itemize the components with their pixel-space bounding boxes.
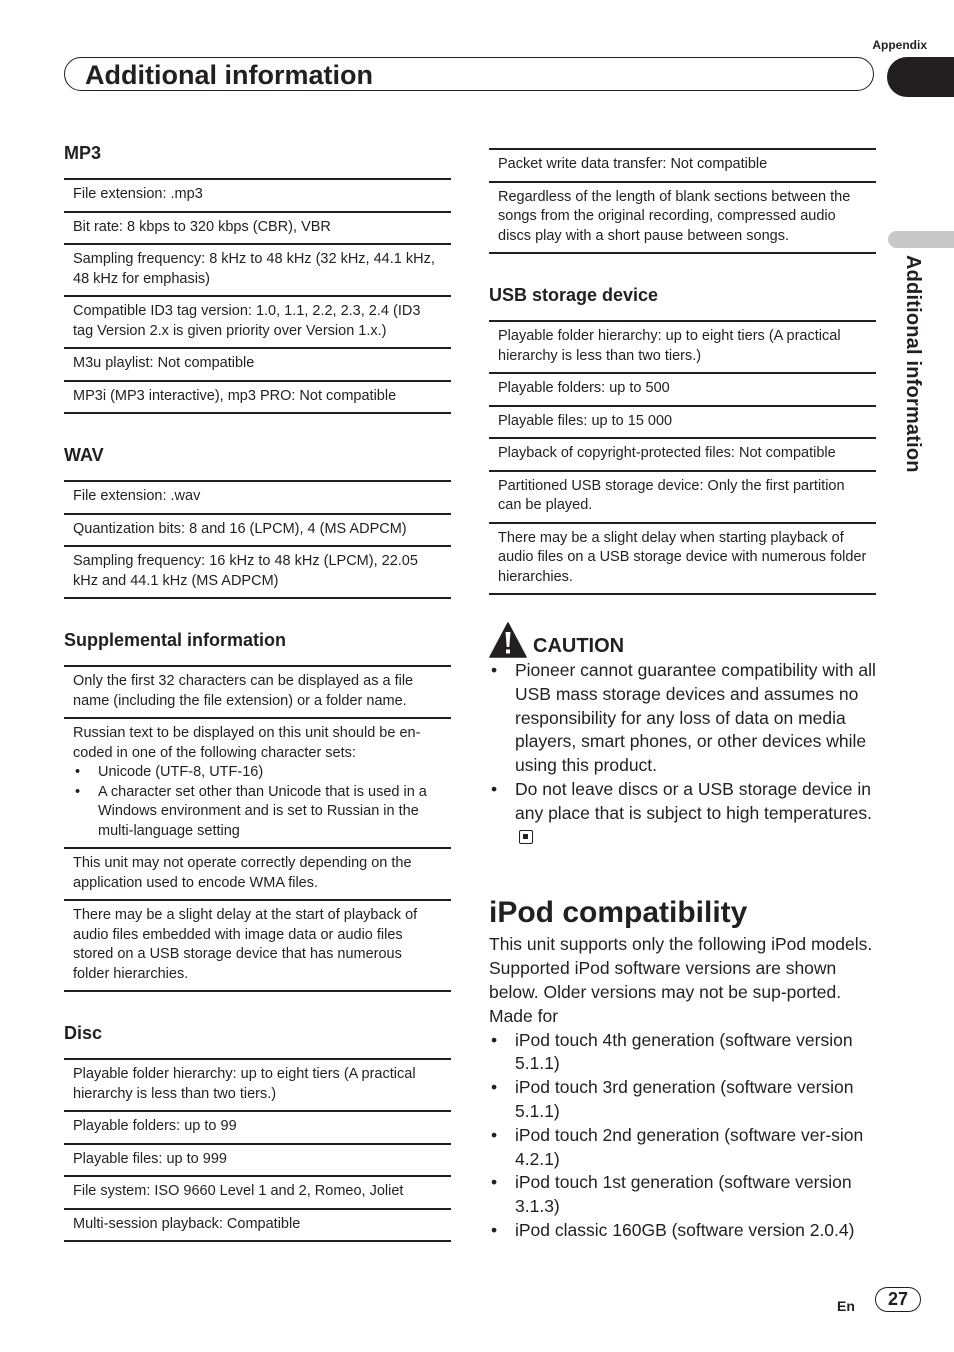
list-item: • Unicode (UTF-8, UTF-16) [73, 763, 442, 783]
warning-icon [489, 622, 527, 658]
section-header [64, 57, 874, 91]
table-row: File system: ISO 9660 Level 1 and 2, Romeo, Joliet [64, 1175, 451, 1208]
table-row: File extension: .mp3 [64, 178, 451, 211]
table-row: Playback of copyright-protected files: Not compatible [489, 437, 876, 470]
table-row: Playable folders: up to 500 [489, 372, 876, 405]
row-intro: Russian text to be displayed on this unit should be en-coded in one of the following character sets: [73, 725, 421, 761]
table-row: Bit rate: 8 kbps to 320 kbps (CBR), VBR [64, 211, 451, 244]
made-for-label: Made for [489, 1005, 559, 1026]
charset-list [73, 763, 442, 841]
ipod-heading: iPod compatibility [489, 896, 748, 930]
left-column [64, 142, 451, 1242]
caution-list [489, 659, 876, 849]
mp3-table [64, 178, 451, 414]
table-row: Playable folders: up to 99 [64, 1110, 451, 1143]
table-row: Quantization bits: 8 and 16 (LPCM), 4 (MS ADPCM) [64, 513, 451, 546]
right-column [489, 148, 876, 1243]
wav-heading: WAV [64, 445, 104, 465]
mp3-heading: MP3 [64, 143, 102, 163]
table-row: Playable files: up to 15 000 [489, 405, 876, 438]
table-row [64, 717, 451, 847]
table-row: There may be a slight delay when starting playback of audio files on a USB storage device with numerous folder hierarchies. [489, 522, 876, 596]
table-row: Multi-session playback: Compatible [64, 1208, 451, 1243]
table-row: This unit may not operate correctly depending on the application used to encode WMA files. [64, 847, 451, 899]
table-row: M3u playlist: Not compatible [64, 347, 451, 380]
list-item: • iPod touch 2nd generation (software ver-sion 4.2.1) [489, 1124, 876, 1172]
table-row: Playable folder hierarchy: up to eight tiers (A practical hierarchy is less than two tiers.) [64, 1058, 451, 1110]
list-item: • iPod touch 1st generation (software version 3.1.3) [489, 1171, 876, 1219]
side-tab-marker [888, 231, 954, 248]
supplemental-heading: Supplemental information [64, 630, 287, 650]
disc-table [64, 1058, 451, 1242]
ipod-intro: This unit supports only the following iPod models. Supported iPod software versions are shown below. Older versions may not be sup-ported. [489, 934, 873, 1002]
table-row: Packet write data transfer: Not compatible [489, 148, 876, 181]
list-item-text: Do not leave discs or a USB storage device in any place that is subject to high temperatures. [515, 778, 873, 823]
list-item: • Pioneer cannot guarantee compatibility with all USB mass storage devices and assumes no responsibility for any loss of data on media players, smart phones, or other devices while using this product. [489, 659, 876, 778]
table-row: Sampling frequency: 16 kHz to 48 kHz (LPCM), 22.05 kHz and 44.1 kHz (MS ADPCM) [64, 545, 451, 599]
end-of-section-icon [519, 830, 533, 844]
table-row: Partitioned USB storage device: Only the first partition can be played. [489, 470, 876, 522]
disc-heading: Disc [64, 1023, 103, 1043]
supplemental-table [64, 665, 451, 992]
section-title: Additional information [85, 60, 373, 90]
table-row: Compatible ID3 tag version: 1.0, 1.1, 2.2, 2.3, 2.4 (ID3 tag Version 2.x is given priority over Version 1.x.) [64, 295, 451, 347]
language-label: En [837, 1298, 855, 1314]
wav-table [64, 480, 451, 599]
list-item: • iPod classic 160GB (software version 2.0.4) [489, 1219, 876, 1243]
table-row: Regardless of the length of blank sections between the songs from the original recording, compressed audio discs play with a short pause between songs. [489, 181, 876, 255]
list-item: • iPod touch 3rd generation (software version 5.1.1) [489, 1076, 876, 1124]
usb-heading: USB storage device [489, 285, 659, 305]
caution-heading [489, 621, 876, 659]
list-item: • iPod touch 4th generation (software version 5.1.1) [489, 1029, 876, 1077]
side-section-label: Additional information [902, 255, 924, 473]
table-row: Only the first 32 characters can be displayed as a file name (including the file extension) or a folder name. [64, 665, 451, 717]
caution-title: CAUTION [533, 634, 625, 657]
table-row: Playable files: up to 999 [64, 1143, 451, 1176]
table-row: MP3i (MP3 interactive), mp3 PRO: Not compatible [64, 380, 451, 415]
table-row: Playable folder hierarchy: up to eight tiers (A practical hierarchy is less than two tiers.) [489, 320, 876, 372]
header-tab-marker [887, 57, 954, 97]
table-row: File extension: .wav [64, 480, 451, 513]
usb-table [489, 320, 876, 595]
page-number: 27 [875, 1287, 921, 1312]
list-item [489, 778, 876, 849]
table-row: There may be a slight delay at the start of playback of audio files embedded with image data or audio files stored on a USB storage device that has numerous folder hierarchies. [64, 899, 451, 992]
appendix-label: Appendix [872, 38, 927, 52]
ipod-model-list [489, 1029, 876, 1243]
list-item: • A character set other than Unicode that is used in a Windows environment and is set to Russian in the multi-language setting [73, 783, 442, 842]
disc-table-continued [489, 148, 876, 254]
table-row: Sampling frequency: 8 kHz to 48 kHz (32 kHz, 44.1 kHz, 48 kHz for emphasis) [64, 243, 451, 295]
